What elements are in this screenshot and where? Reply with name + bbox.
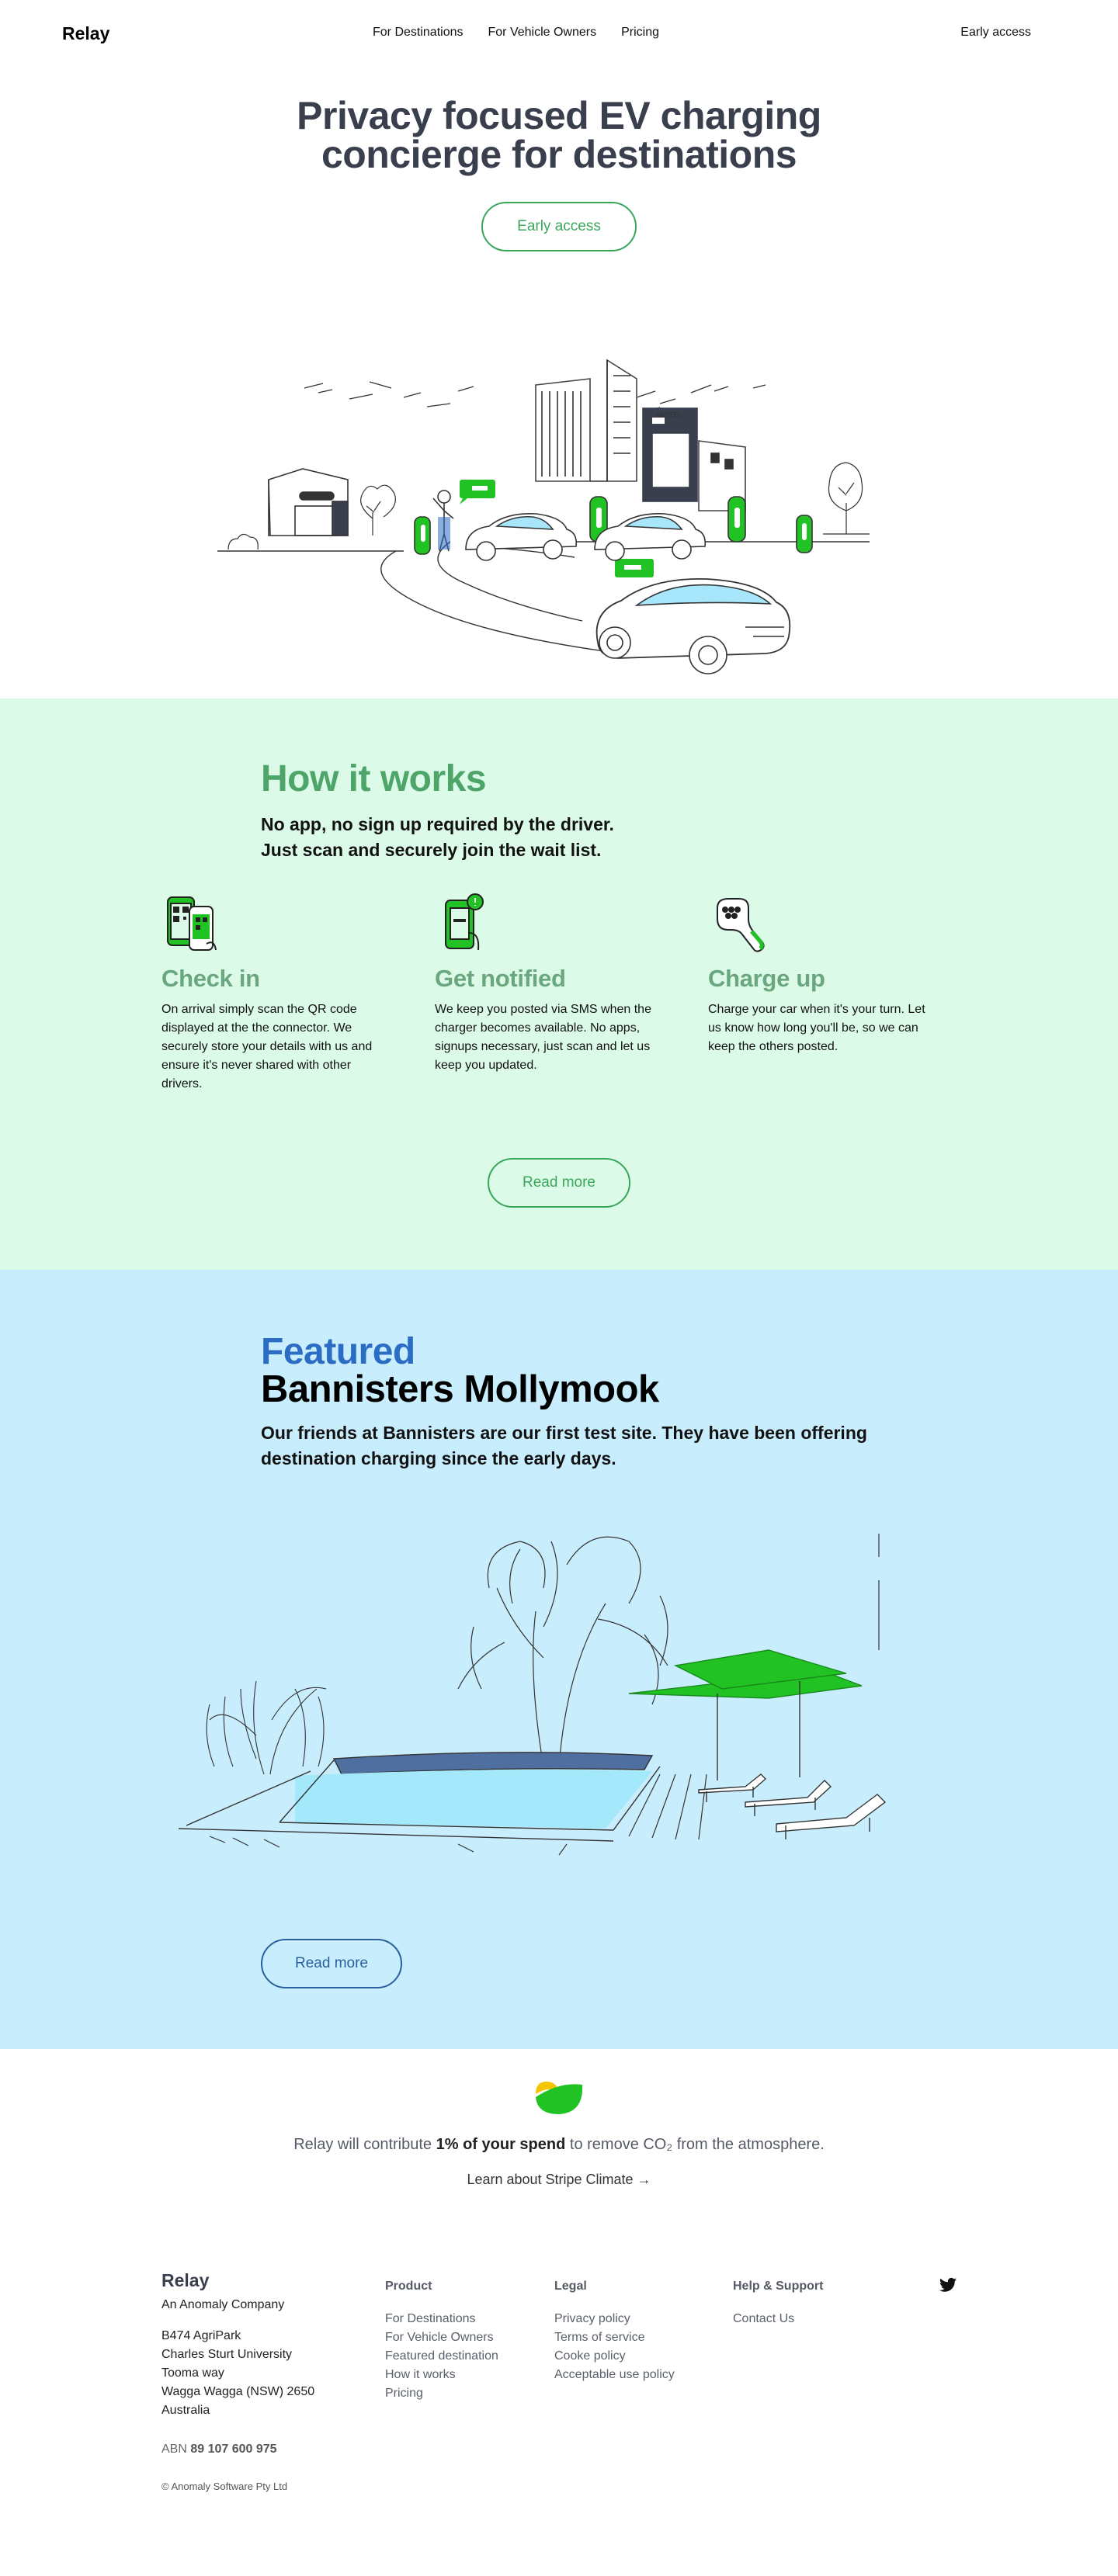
sun-loungers — [699, 1774, 885, 1839]
step-charge-up-text: Charge your car when it's your turn. Let us know how long you'll be, so we can keep the others posted. — [708, 1003, 925, 1053]
footer-copyright: © Anomaly Software Pty Ltd — [161, 2481, 288, 2492]
step-charge-up — [708, 893, 941, 1056]
footer-link-destinations[interactable]: For Destinations — [385, 2312, 476, 2325]
climate-text-post: to remove CO₂ from the atmosphere. — [565, 2136, 825, 2153]
address-line: Tooma way — [161, 2366, 224, 2380]
ev-charging-street-illustration — [217, 317, 901, 720]
footer-help-column — [733, 2277, 823, 2328]
right-tree — [823, 463, 870, 534]
step-check-in-title: Check in — [161, 965, 260, 992]
footer-legal-heading: Legal — [554, 2280, 587, 2293]
motel-sign: MOTEL — [656, 411, 683, 420]
step-check-in — [161, 893, 394, 1094]
stripe-climate-logo — [533, 2078, 585, 2117]
umbrellas — [629, 1650, 862, 1780]
how-sub-line-2: Just scan and securely join the wait list. — [261, 840, 602, 860]
willow-tree — [207, 1681, 326, 1774]
footer-company: An Anomaly Company — [161, 2298, 285, 2311]
sms-bubble-2 — [615, 559, 654, 577]
how-it-works-subheading — [261, 812, 727, 863]
address-line: Australia — [161, 2404, 210, 2417]
pool-steps — [210, 1836, 567, 1855]
footer-link-acceptable-use[interactable]: Acceptable use policy — [554, 2368, 675, 2381]
step-charge-up-title: Charge up — [708, 965, 825, 992]
footer-link-contact-us[interactable]: Contact Us — [733, 2312, 795, 2325]
city-buildings — [536, 360, 745, 511]
featured-title: Bannisters Mollymook — [261, 1368, 659, 1410]
qr-phone-icon — [161, 893, 224, 955]
parked-car-1 — [466, 514, 576, 560]
climate-section — [0, 2049, 1118, 2260]
pool-water — [295, 1770, 652, 1829]
address-line: Wagga Wagga (NSW) 2650 — [161, 2385, 315, 2398]
pool-resort-illustration — [179, 1503, 947, 1937]
footer-abn — [161, 2440, 356, 2459]
abn-label: ABN — [161, 2443, 191, 2456]
nav-early-access-link[interactable]: Early access — [960, 26, 1031, 39]
bush-left — [228, 534, 258, 550]
hero-early-access-button[interactable]: Early access — [481, 202, 637, 251]
climate-contribution-text — [0, 2136, 1118, 2154]
hero-title-line-2: concierge for destinations — [321, 133, 797, 176]
footer-brand — [161, 2271, 356, 2496]
shop-building — [269, 469, 348, 536]
how-it-works-read-more-button[interactable]: Read more — [488, 1158, 630, 1208]
step-get-notified — [435, 893, 668, 1075]
nav-links — [373, 26, 659, 40]
charging-plug-icon — [708, 893, 770, 955]
stripe-climate-link[interactable]: Learn about Stripe Climate → — [467, 2172, 651, 2187]
nav-link-destinations[interactable]: For Destinations — [373, 26, 464, 39]
sky-lines — [304, 382, 766, 410]
how-sub-line-1: No app, no sign up required by the driver. — [261, 814, 614, 834]
address-line: B474 AgriPark — [161, 2329, 241, 2342]
footer — [0, 2260, 1118, 2576]
footer-address — [161, 2327, 356, 2420]
top-nav — [0, 0, 1118, 68]
footer-link-pricing[interactable]: Pricing — [385, 2387, 423, 2400]
footer-link-featured-destination[interactable]: Featured destination — [385, 2349, 498, 2363]
sms-bubble-1 — [460, 480, 495, 504]
step-get-notified-text: We keep you posted via SMS when the charger becomes available. No apps, signups necessary, just scan and let us keep you updated. — [435, 1003, 651, 1072]
notification-phone-icon — [435, 893, 497, 955]
step-get-notified-title: Get notified — [435, 965, 566, 992]
nav-link-vehicle-owners[interactable]: For Vehicle Owners — [488, 26, 597, 39]
footer-link-vehicle-owners[interactable]: For Vehicle Owners — [385, 2331, 494, 2344]
left-tree — [361, 485, 396, 536]
hero-title — [0, 96, 1118, 174]
address-line: Charles Sturt University — [161, 2348, 293, 2361]
climate-text-bold: 1% of your spend — [436, 2136, 566, 2153]
step-check-in-text: On arrival simply scan the QR code displayed at the the connector. We securely store your details with us and ensure it's never shared with other drivers. — [161, 1003, 373, 1090]
abn-number: 89 107 600 975 — [190, 2443, 277, 2456]
climate-text-pre: Relay will contribute — [293, 2136, 436, 2153]
central-trees — [458, 1537, 668, 1766]
featured-read-more-button[interactable]: Read more — [261, 1939, 402, 1988]
how-it-works-heading: How it works — [261, 758, 487, 799]
featured-kicker: Featured — [261, 1331, 415, 1372]
footer-help-heading: Help & Support — [733, 2280, 824, 2293]
footer-product-column — [385, 2277, 498, 2403]
nav-link-pricing[interactable]: Pricing — [621, 26, 660, 39]
footer-link-terms-of-service[interactable]: Terms of service — [554, 2331, 645, 2344]
footer-product-heading: Product — [385, 2280, 432, 2293]
hero-section — [0, 68, 1118, 699]
road — [381, 542, 621, 654]
featured-description: Our friends at Bannisters are our first test site. They have been offering destination charging since the early days. — [261, 1423, 867, 1468]
parked-car-2 — [595, 514, 705, 560]
logo[interactable]: Relay — [62, 23, 110, 43]
footer-logo[interactable]: Relay — [161, 2270, 210, 2290]
footer-link-privacy-policy[interactable]: Privacy policy — [554, 2312, 630, 2325]
footer-legal-column — [554, 2277, 675, 2384]
hero-title-line-1: Privacy focused EV charging — [297, 94, 821, 137]
featured-section — [0, 1270, 1118, 2049]
foreground-car — [597, 579, 790, 674]
twitter-icon[interactable] — [939, 2277, 957, 2293]
footer-link-cookie-policy[interactable]: Cooke policy — [554, 2349, 626, 2363]
how-it-works-section — [0, 699, 1118, 1270]
footer-link-how-it-works[interactable]: How it works — [385, 2368, 456, 2381]
